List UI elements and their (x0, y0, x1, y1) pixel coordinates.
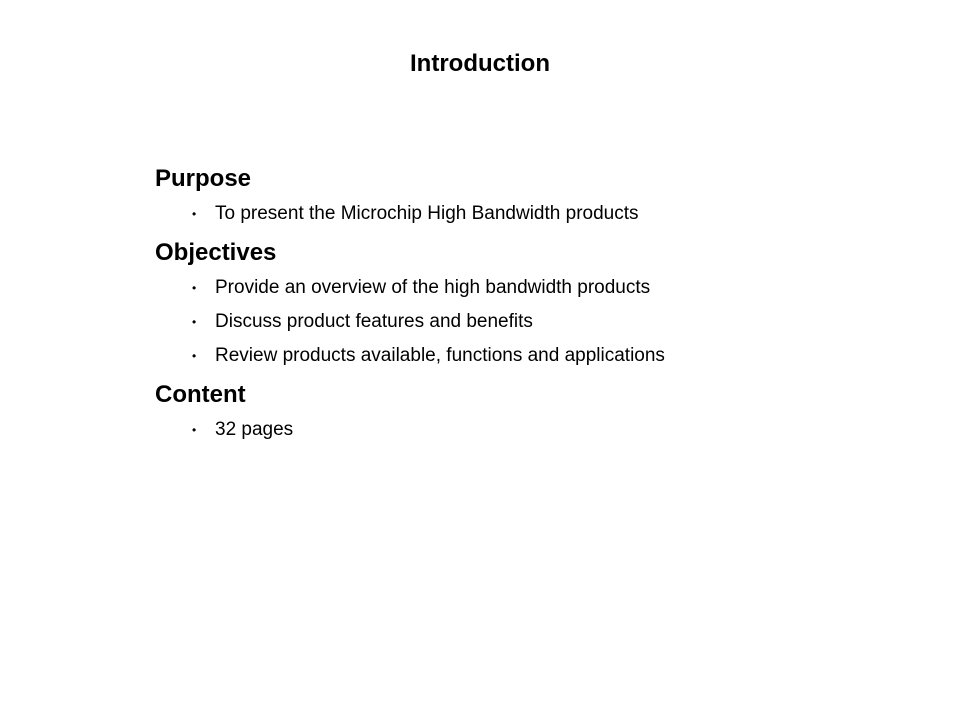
list-item (155, 276, 915, 300)
bullet-icon: • (192, 349, 197, 363)
list-item (155, 418, 915, 442)
bullet-list-purpose (155, 202, 915, 226)
bullet-text: Provide an overview of the high bandwidth products (215, 277, 651, 298)
section-heading-purpose: Purpose (155, 165, 252, 192)
list-item (155, 310, 915, 334)
bullet-icon: • (192, 281, 197, 295)
list-item (155, 202, 915, 226)
slide-body (155, 162, 915, 452)
bullet-text: Review products available, functions and applications (215, 345, 665, 366)
section-heading-content: Content (155, 381, 246, 408)
bullet-list-content (155, 418, 915, 442)
bullet-text: To present the Microchip High Bandwidth products (215, 203, 639, 224)
slide-title: Introduction (410, 50, 550, 77)
bullet-icon: • (192, 207, 197, 221)
bullet-icon: • (192, 315, 197, 329)
bullet-list-objectives (155, 276, 915, 368)
section-heading-objectives: Objectives (155, 239, 277, 266)
section-content (155, 378, 915, 442)
list-item (155, 344, 915, 368)
bullet-text: 32 pages (215, 419, 294, 440)
section-purpose (155, 162, 915, 226)
bullet-text: Discuss product features and benefits (215, 311, 533, 332)
bullet-icon: • (192, 423, 197, 437)
section-objectives (155, 236, 915, 368)
